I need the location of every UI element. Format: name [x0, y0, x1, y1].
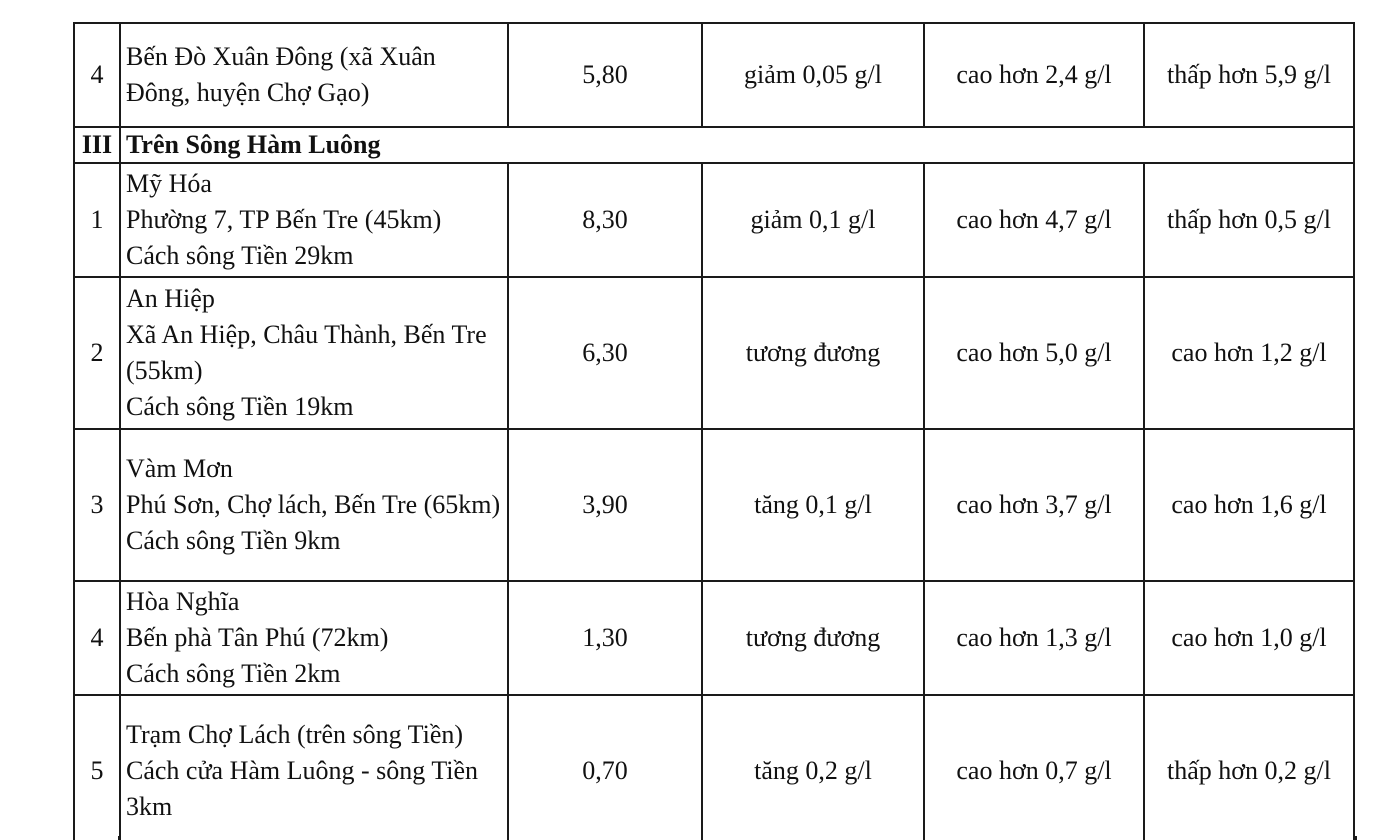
- compare-a-value: cao hơn 5,0 g/l: [924, 277, 1144, 429]
- location-line: Bến Đò Xuân Đông (xã Xuân Đông, huyện Chợ Gạo): [126, 42, 436, 107]
- compare-b-value: cao hơn 1,2 g/l: [1144, 277, 1354, 429]
- compare-a-value: cao hơn 1,3 g/l: [924, 581, 1144, 695]
- row-index: 3: [74, 429, 120, 581]
- location-line: Hòa Nghĩa: [126, 587, 240, 616]
- section-row: [74, 127, 1354, 163]
- compare-a-value: cao hơn 2,4 g/l: [924, 23, 1144, 127]
- salinity-value: 5,80: [508, 23, 702, 127]
- location-line: Phú Sơn, Chợ lách, Bến Tre (65km): [126, 490, 501, 519]
- change-value: giảm 0,05 g/l: [702, 23, 924, 127]
- compare-b-value: cao hơn 1,0 g/l: [1144, 581, 1354, 695]
- salinity-value: 8,30: [508, 163, 702, 277]
- location-line: Mỹ Hóa: [126, 169, 212, 198]
- change-value: tăng 0,2 g/l: [702, 695, 924, 840]
- compare-b-value: thấp hơn 0,5 g/l: [1144, 163, 1354, 277]
- change-value: tăng 0,1 g/l: [702, 429, 924, 581]
- table-row: [74, 429, 1354, 581]
- salinity-value: 0,70: [508, 695, 702, 840]
- row-index: 4: [74, 581, 120, 695]
- location-cell: [120, 429, 508, 581]
- row-index: 5: [74, 695, 120, 840]
- change-value: tương đương: [702, 581, 924, 695]
- location-line: Bến phà Tân Phú (72km): [126, 623, 389, 652]
- location-line: Cách sông Tiền 29km: [126, 241, 354, 270]
- table-row: [74, 163, 1354, 277]
- salinity-value: 3,90: [508, 429, 702, 581]
- change-value: tương đương: [702, 277, 924, 429]
- salinity-value: 1,30: [508, 581, 702, 695]
- location-cell: [120, 695, 508, 840]
- location-line: Vàm Mơn: [126, 454, 233, 483]
- location-cell: [120, 581, 508, 695]
- table-continuation-divider: [118, 836, 120, 840]
- compare-a-value: cao hơn 0,7 g/l: [924, 695, 1144, 840]
- row-index: 1: [74, 163, 120, 277]
- table-row: [74, 581, 1354, 695]
- salinity-table: [73, 22, 1355, 840]
- location-cell: [120, 23, 508, 127]
- location-line: Phường 7, TP Bến Tre (45km): [126, 205, 442, 234]
- table-row: [74, 695, 1354, 840]
- location-line: Cách cửa Hàm Luông - sông Tiền 3km: [126, 756, 479, 821]
- location-cell: [120, 163, 508, 277]
- location-cell: [120, 277, 508, 429]
- location-line: Cách sông Tiền 2km: [126, 659, 341, 688]
- change-value: giảm 0,1 g/l: [702, 163, 924, 277]
- section-index: III: [74, 127, 120, 163]
- table-continuation: [73, 836, 1357, 840]
- location-line: Cách sông Tiền 9km: [126, 526, 341, 555]
- table-row: [74, 277, 1354, 429]
- row-index: 4: [74, 23, 120, 127]
- compare-b-value: cao hơn 1,6 g/l: [1144, 429, 1354, 581]
- row-index: 2: [74, 277, 120, 429]
- compare-b-value: thấp hơn 0,2 g/l: [1144, 695, 1354, 840]
- compare-b-value: thấp hơn 5,9 g/l: [1144, 23, 1354, 127]
- salinity-value: 6,30: [508, 277, 702, 429]
- location-line: Trạm Chợ Lách (trên sông Tiền): [126, 720, 464, 749]
- location-line: Cách sông Tiền 19km: [126, 392, 354, 421]
- table-row: [74, 23, 1354, 127]
- compare-a-value: cao hơn 3,7 g/l: [924, 429, 1144, 581]
- compare-a-value: cao hơn 4,7 g/l: [924, 163, 1144, 277]
- location-line: An Hiệp: [126, 284, 215, 313]
- section-title: Trên Sông Hàm Luông: [120, 127, 1354, 163]
- location-line: Xã An Hiệp, Châu Thành, Bến Tre (55km): [126, 320, 487, 385]
